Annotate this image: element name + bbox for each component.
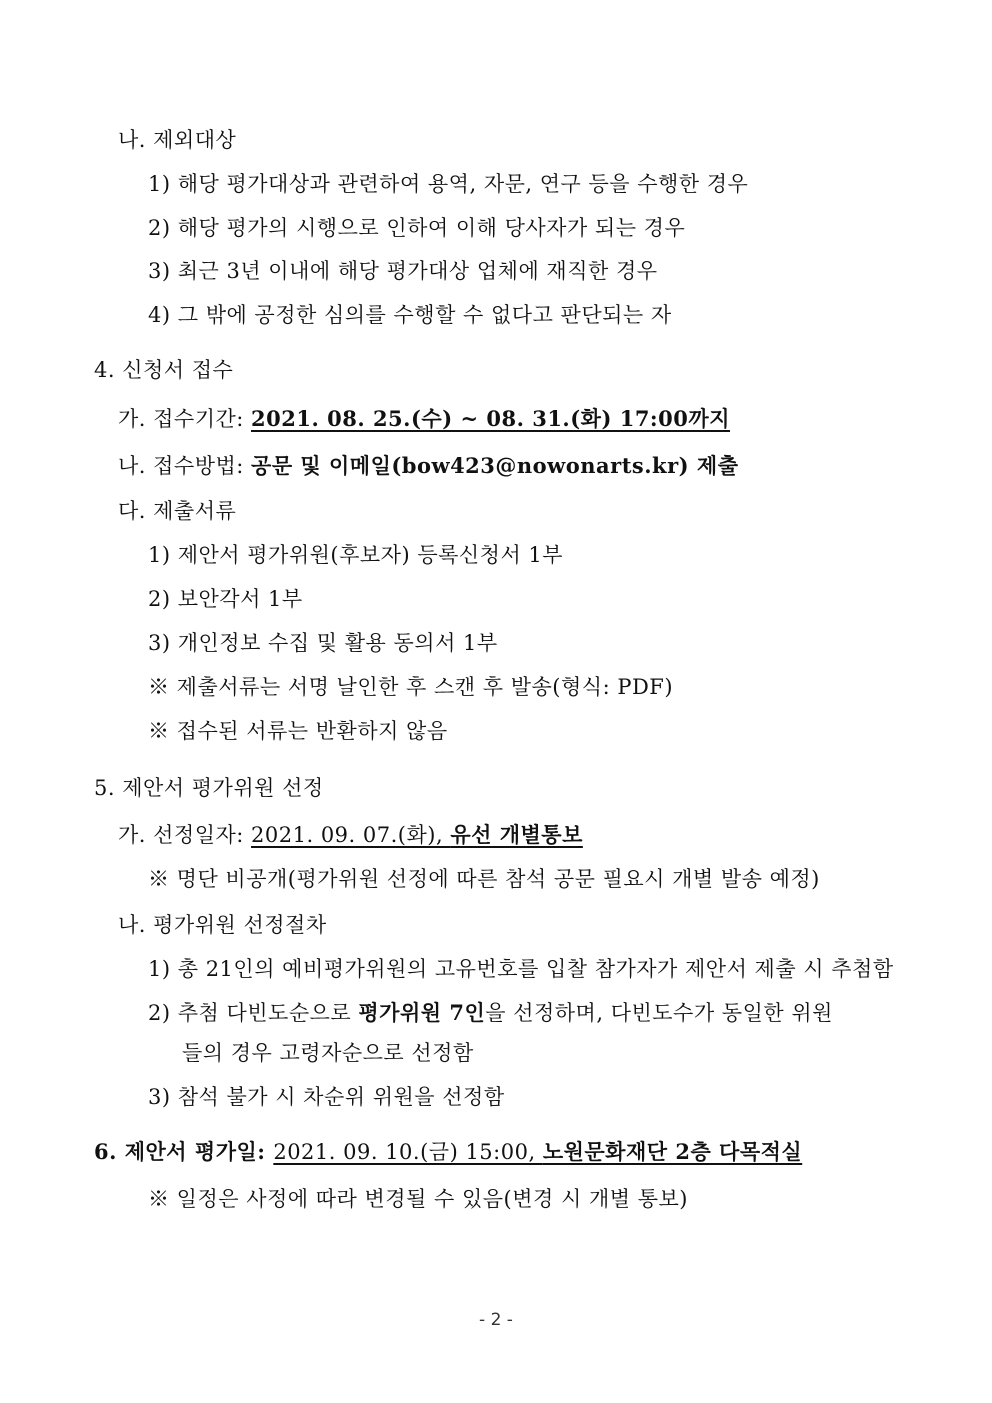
section-da-documents: 다. 제출서류 bbox=[118, 499, 237, 523]
receipt-period-label: 가. 접수기간: bbox=[118, 407, 252, 431]
section-na-selection-procedure: 나. 평가위원 선정절차 bbox=[118, 913, 327, 937]
evaluation-date-row bbox=[94, 1138, 802, 1166]
receipt-period-row bbox=[118, 405, 730, 433]
list-item: 1) 해당 평가대상과 관련하여 용역, 자문, 연구 등을 수행한 경우 bbox=[148, 172, 749, 196]
list-item-continuation: 들의 경우 고령자순으로 선정함 bbox=[182, 1041, 474, 1065]
evaluation-venue-value: 노원문화재단 2층 다목적실 bbox=[542, 1139, 803, 1164]
list-item: 2) 보안각서 1부 bbox=[148, 587, 303, 611]
selection-date-row bbox=[118, 821, 583, 849]
section-na-exclusions: 나. 제외대상 bbox=[118, 128, 237, 152]
list-item: 3) 개인정보 수집 및 활용 동의서 1부 bbox=[148, 631, 498, 655]
note-item: ※ 명단 비공개(평가위원 선정에 따른 참석 공문 필요시 개별 발송 예정) bbox=[148, 867, 820, 891]
selection-notice-value: 유선 개별통보 bbox=[450, 822, 583, 847]
note-item: ※ 제출서류는 서명 날인한 후 스캔 후 발송(형식: PDF) bbox=[148, 675, 674, 699]
section-5-heading: 5. 제안서 평가위원 선정 bbox=[94, 776, 324, 800]
note-item: ※ 일정은 사정에 따라 변경될 수 있음(변경 시 개별 통보) bbox=[148, 1187, 688, 1211]
list-item-post: 을 선정하며, 다빈도수가 동일한 위원 bbox=[485, 1001, 833, 1025]
selection-date-value: 2021. 09. 07.(화), bbox=[251, 823, 451, 847]
list-item: 4) 그 밖에 공정한 심의를 수행할 수 없다고 판단되는 자 bbox=[148, 303, 672, 327]
note-item: ※ 접수된 서류는 반환하지 않음 bbox=[148, 719, 448, 743]
evaluation-date-label: 6. 제안서 평가일: bbox=[94, 1139, 274, 1164]
receipt-period-value: 2021. 08. 25.(수) ~ 08. 31.(화) 17:00까지 bbox=[251, 406, 730, 431]
list-item: 3) 최근 3년 이내에 해당 평가대상 업체에 재직한 경우 bbox=[148, 259, 658, 283]
receipt-method-label: 나. 접수방법: bbox=[118, 454, 252, 478]
receipt-method-value: 공문 및 이메일(bow423@nowonarts.kr) 제출 bbox=[251, 453, 739, 478]
page-number: - 2 - bbox=[479, 1310, 513, 1330]
evaluation-date-value: 2021. 09. 10.(금) 15:00, bbox=[273, 1140, 543, 1164]
list-item-emphasis: 평가위원 7인 bbox=[358, 1000, 486, 1025]
list-item-pre: 2) 추첨 다빈도순으로 bbox=[148, 1001, 359, 1025]
list-item bbox=[148, 999, 833, 1027]
list-item: 3) 참석 불가 시 차순위 위원을 선정함 bbox=[148, 1085, 505, 1109]
list-item: 1) 제안서 평가위원(후보자) 등록신청서 1부 bbox=[148, 543, 564, 567]
selection-date-label: 가. 선정일자: bbox=[118, 823, 252, 847]
receipt-method-row bbox=[118, 452, 738, 480]
list-item: 2) 해당 평가의 시행으로 인하여 이해 당사자가 되는 경우 bbox=[148, 216, 686, 240]
section-4-heading: 4. 신청서 접수 bbox=[94, 358, 234, 382]
list-item: 1) 총 21인의 예비평가위원의 고유번호를 입찰 참가자가 제안서 제출 시 추첨함 bbox=[148, 957, 894, 981]
